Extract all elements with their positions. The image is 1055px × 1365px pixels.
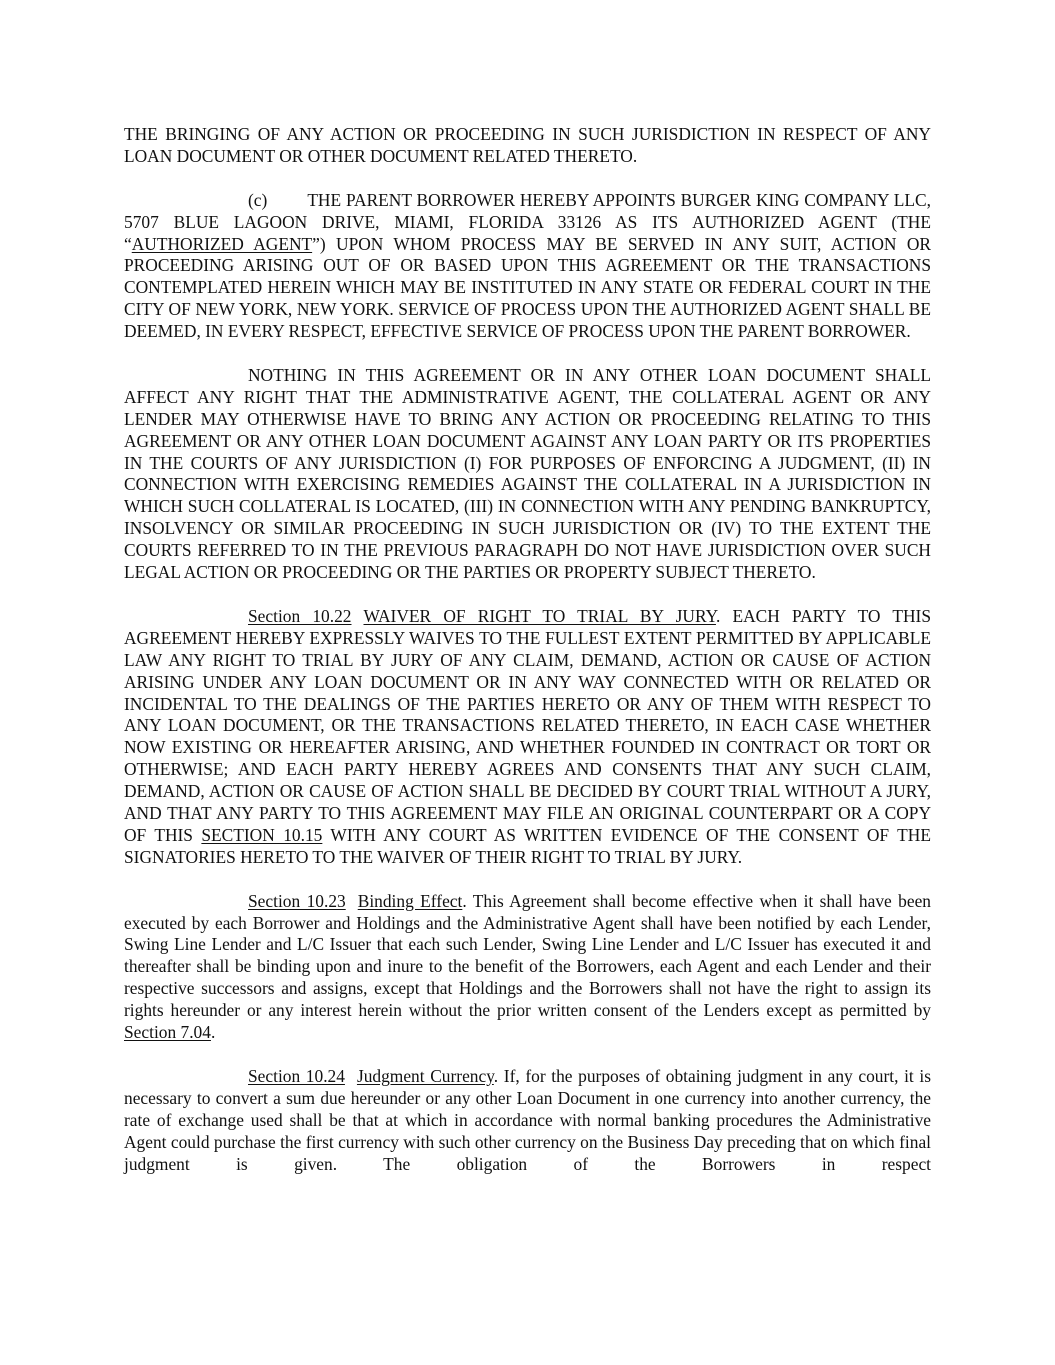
section-text: WITH ANY COURT AS WRITTEN EVIDENCE OF THE CONSENT OF THE SIGNATORIES HERETO TO THE WAIVER OF THEIR RIGHT TO TRIAL BY JURY. [124, 824, 931, 867]
section-number: Section 10.24 [248, 1065, 345, 1086]
section-text: . This Agreement shall become effective when it shall have been executed by each Borrower and Holdings and the Administrative Agent shall have been notified by each Lender, Swing Line Lender and L/C Issuer that each such Lender, Swing Line Lender and L/C Issuer has executed it and thereafter shall be binding upon and inure to the benefit of the Borrowers, each Agent and each Lender and their respective successors and assigns, except that Holdings and the Borrowers shall not have the right to assign its rights hereunder or any interest herein without the prior written consent of the Lenders except as permitted by [124, 890, 931, 1021]
section-text: . If, for the purposes of obtaining judgment in any court, it is necessary to convert a sum due hereunder or any other Loan Document in one currency into another currency, the rate of exchange used shall be that at which in accordance with normal banking procedures the Administrative Agent could purchase the first currency with such other currency on the Business Day preceding that on which final judgment is given. The obligation of the Borrowers in respect [124, 1065, 931, 1174]
section-heading [248, 606, 716, 626]
section-10-24-judgment-currency [124, 1066, 931, 1176]
clause-label: (c) [248, 189, 268, 210]
section-text: . [210, 1022, 216, 1043]
section-title: Binding Effect [357, 890, 463, 911]
section-10-22-jury-waiver [124, 606, 931, 869]
paragraph-jurisdiction-continued [124, 124, 931, 168]
section-10-23-binding-effect [124, 891, 931, 1044]
document-page [124, 124, 931, 1197]
section-number: Section 10.22 [248, 605, 352, 626]
section-heading [248, 1066, 494, 1086]
cross-reference: Section 7.04 [124, 1022, 211, 1043]
section-title: Judgment Currency [356, 1065, 494, 1086]
section-number: Section 10.23 [248, 890, 346, 911]
cross-reference: SECTION 10.15 [201, 824, 323, 845]
paragraph-text: THE PARENT BORROWER HEREBY APPOINTS BURGER KING COMPANY LLC, 5707 BLUE LAGOON DRIVE, MIAMI, FLORIDA 33126 AS ITS AUTHORIZED AGENT (THE “ [124, 189, 931, 254]
defined-term: AUTHORIZED AGENT [131, 233, 313, 254]
section-text: . EACH PARTY TO THIS AGREEMENT HEREBY EXPRESSLY WAIVES TO THE FULLEST EXTENT PERMITTED BY APPLICABLE LAW ANY RIGHT TO TRIAL BY JURY OF ANY CLAIM, DEMAND, ACTION OR CAUSE OF ACTION ARISING UNDER ANY LOAN DOCUMENT OR IN ANY WAY CONNECTED WITH OR RELATED OR INCIDENTAL TO THE DEALINGS OF THE PARTIES HERETO OR ANY OF THEM WITH RESPECT TO ANY LOAN DOCUMENT, OR THE TRANSACTIONS RELATED THERETO, IN EACH CASE WHETHER NOW EXISTING OR HEREAFTER ARISING, AND WHETHER FOUNDED IN CONTRACT OR TORT OR OTHERWISE; AND EACH PARTY HEREBY AGREES AND CONSENTS THAT ANY SUCH CLAIM, DEMAND, ACTION OR CAUSE OF ACTION SHALL BE DECIDED BY COURT TRIAL WITHOUT A JURY, AND THAT ANY PARTY TO THIS AGREEMENT MAY FILE AN ORIGINAL COUNTERPART OR A COPY OF THIS [124, 605, 932, 845]
section-heading [248, 891, 462, 911]
paragraph-text: THE BRINGING OF ANY ACTION OR PROCEEDING IN SUCH JURISDICTION IN RESPECT OF ANY LOAN DOCUMENT OR OTHER DOCUMENT RELATED THERETO. [124, 124, 931, 166]
paragraph-other-jurisdiction [124, 365, 931, 584]
paragraph-text: ”) UPON WHOM PROCESS MAY BE SERVED IN ANY SUIT, ACTION OR PROCEEDING ARISING OUT OF OR BASED UPON THIS AGREEMENT OR THE TRANSACTIONS CONTEMPLATED HEREIN WHICH MAY BE INSTITUTED IN ANY STATE OR FEDERAL COURT IN THE CITY OF NEW YORK, NEW YORK. SERVICE OF PROCESS UPON THE AUTHORIZED AGENT SHALL BE DEEMED, IN EVERY RESPECT, EFFECTIVE SERVICE OF PROCESS UPON THE PARENT BORROWER. [124, 233, 931, 342]
section-title: WAIVER OF RIGHT TO TRIAL BY JURY [363, 605, 716, 626]
paragraph-authorized-agent [124, 190, 931, 343]
paragraph-text: NOTHING IN THIS AGREEMENT OR IN ANY OTHER LOAN DOCUMENT SHALL AFFECT ANY RIGHT THAT THE ADMINISTRATIVE AGENT, THE COLLATERAL AGENT OR ANY LENDER MAY OTHERWISE HAVE TO BRING ANY ACTION OR PROCEEDING RELATING TO THIS AGREEMENT OR ANY OTHER LOAN DOCUMENT AGAINST ANY LOAN PARTY OR ITS PROPERTIES IN THE COURTS OF ANY JURISDICTION (I) FOR PURPOSES OF ENFORCING A JUDGMENT, (II) IN CONNECTION WITH EXERCISING REMEDIES AGAINST THE COLLATERAL IN A JURISDICTION IN WHICH SUCH COLLATERAL IS LOCATED, (III) IN CONNECTION WITH ANY PENDING BANKRUPTCY, INSOLVENCY OR SIMILAR PROCEEDING IN SUCH JURISDICTION OR (IV) TO THE EXTENT THE COURTS REFERRED TO IN THE PREVIOUS PARAGRAPH DO NOT HAVE JURISDICTION OVER SUCH LEGAL ACTION OR PROCEEDING OR THE PARTIES OR PROPERTY SUBJECT THERETO. [124, 364, 931, 583]
